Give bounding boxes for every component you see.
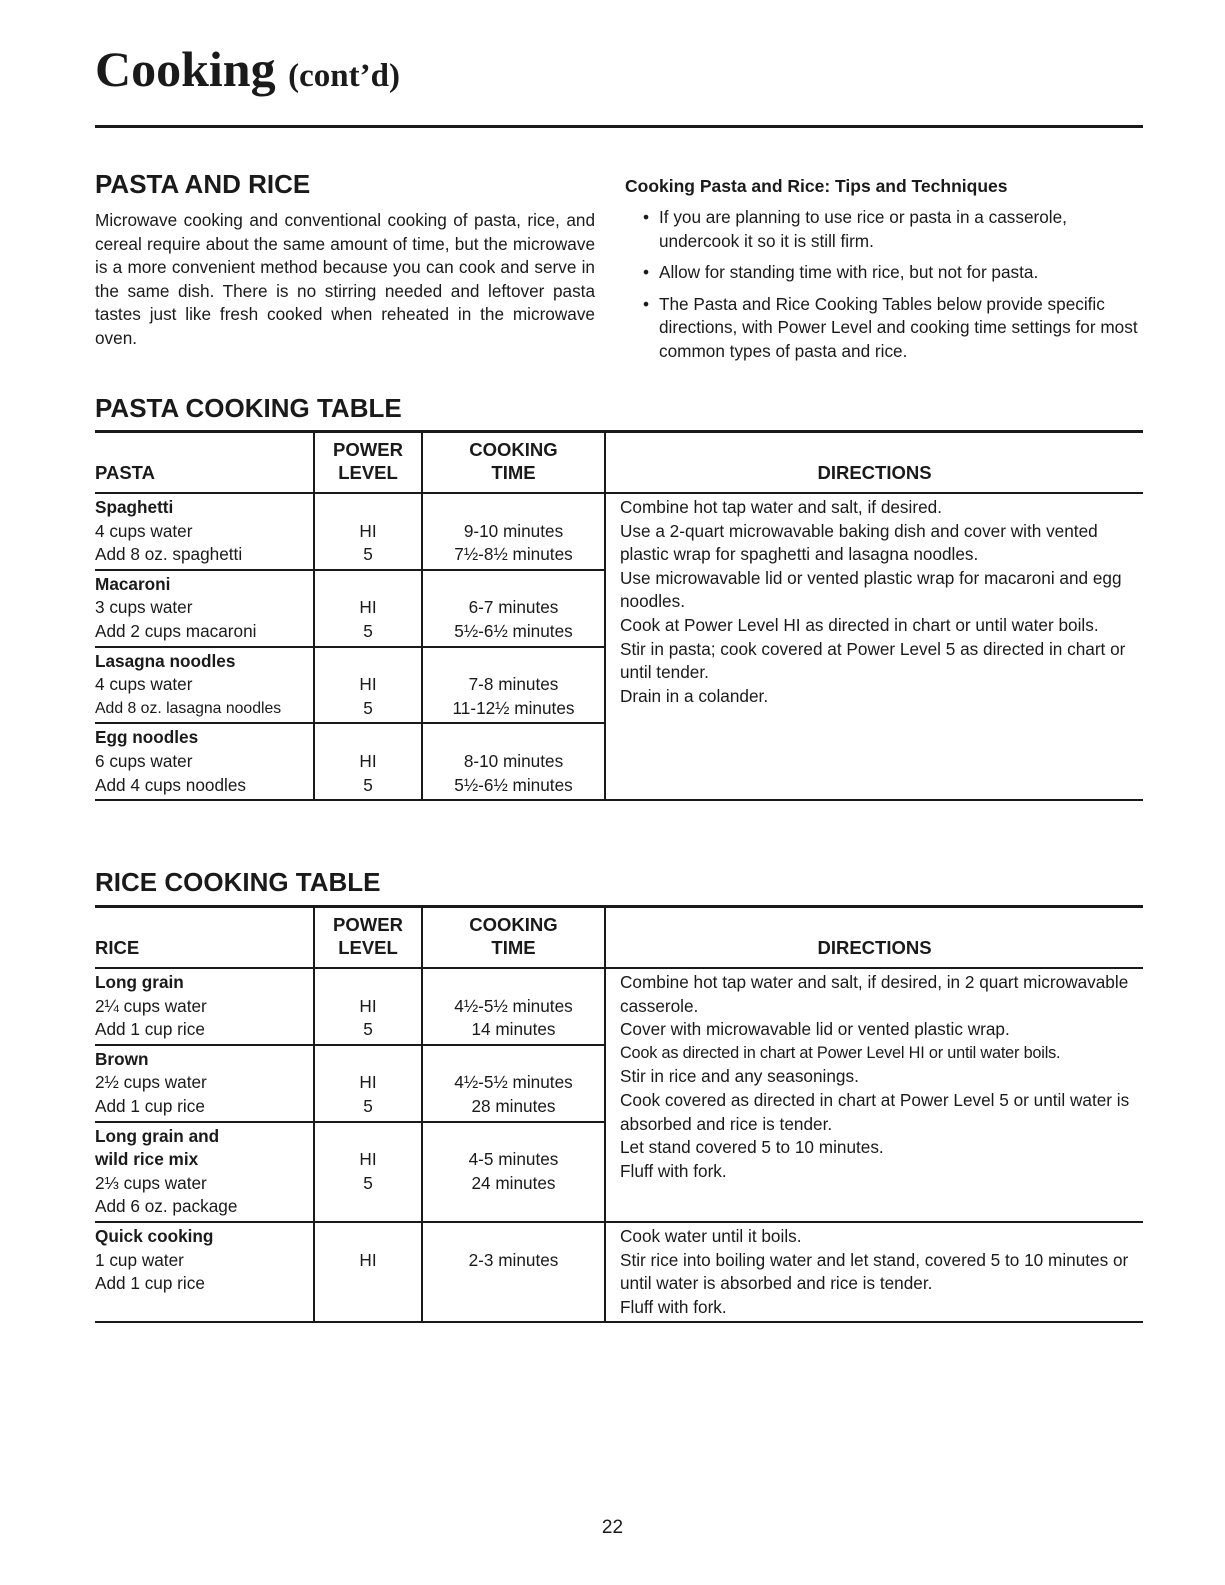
pasta-table-title: PASTA COOKING TABLE [95,393,402,423]
power-level-cell: HI 5 [314,1122,422,1222]
rice-table-title: RICE COOKING TABLE [95,867,381,897]
header-cooking-time: COOKING TIME [422,432,605,494]
intro-paragraph: Microwave cooking and conventional cooking of pasta, rice, and cereal require about the same amount of time, but the microwave is a more convenient method because you can cook and serve in the same dish. There is no stirring needed and leftover pasta tastes just like fresh cooked when reheated in the microwave oven. [95,210,595,348]
header-rule [95,125,1143,128]
page-title-sub: (cont’d) [288,58,400,94]
power-level-cell: HI 5 [314,570,422,647]
tip-text: The Pasta and Rice Cooking Tables below provide specific directions, with Power Level and cooking time settings for most common types of pasta and rice. [659,293,1138,361]
tips-title: Cooking Pasta and Rice: Tips and Techniques [625,176,1008,196]
tip-item [625,293,1145,364]
cooking-time-cell: 8-10 minutes 5½-6½ minutes [422,723,605,800]
header-directions: DIRECTIONS [605,907,1143,969]
rice-cooking-table [95,905,1143,1323]
power-level-cell: HI 5 [314,723,422,800]
power-level-cell: HI 5 [314,647,422,724]
item-cell: Long grain and wild rice mix 2⅓ cups water Add 6 oz. package [95,1125,238,1217]
cooking-time-cell: 9-10 minutes 7½-8½ minutes [422,493,605,570]
header-cooking-time: COOKING TIME [422,907,605,969]
bullet-icon: • [643,262,650,283]
power-level-cell: HI 5 [314,1045,422,1122]
tip-item [625,206,1145,253]
page-header [95,38,1143,128]
power-level-cell: HI 5 [314,968,422,1045]
pasta-cooking-table [95,430,1143,801]
directions-cell: Cook water until it boils. Stir rice into boiling water and let stand, covered 5 to 10 minutes or until water is absorbed and rice is tender. Fluff with fork. [605,1222,1143,1322]
bullet-icon: • [643,207,650,227]
item-cell: Quick cooking 1 cup water Add 1 cup rice [95,1225,214,1294]
page-title-main: Cooking [95,41,276,97]
item-cell: Egg noodles 6 cups water Add 4 cups noodles [95,727,246,795]
intro-section [95,168,595,351]
tips-section [625,174,1145,372]
table-row [95,1222,1143,1322]
item-cell: Macaroni 3 cups water Add 2 cups macaroni [95,573,257,641]
header-item: RICE [95,937,140,958]
item-cell: Spaghetti 4 cups water Add 8 oz. spaghetti [95,497,243,565]
table-header-row [95,432,1143,494]
header-directions: DIRECTIONS [605,432,1143,494]
cooking-time-cell: 6-7 minutes 5½-6½ minutes [422,570,605,647]
cooking-time-cell: 4-5 minutes 24 minutes [422,1122,605,1222]
cooking-time-cell: 2-3 minutes [422,1222,605,1322]
page-number: 22 [601,1517,624,1538]
cooking-time-cell: 4½-5½ minutes 28 minutes [422,1045,605,1122]
header-power-level: POWER LEVEL [314,907,422,969]
power-level-cell: HI 5 [314,493,422,570]
cooking-time-cell: 7-8 minutes 11-12½ minutes [422,647,605,724]
tip-item [625,261,1145,285]
power-level-cell: HI [314,1222,422,1322]
tip-text: Allow for standing time with rice, but not for pasta. [659,262,1039,283]
page-title [95,38,1143,107]
tips-list [625,206,1145,364]
item-cell: Lasagna noodles 4 cups water Add 8 oz. lasagna noodles [95,650,282,717]
cooking-time-cell: 4½-5½ minutes 14 minutes [422,968,605,1045]
directions-cell: Combine hot tap water and salt, if desired, in 2 quart microwavable casserole. Cover with microwavable lid or vented plastic wrap. Cook as directed in chart at Power Level HI or until water boils. Stir in rice and any seasonings. Cook covered as directed in chart at Power Level 5 or until water is absorbed and rice is tender. Let stand covered 5 to 10 minutes. Fluff with fork. [605,968,1143,1222]
table-row [95,968,1143,1045]
header-power-level: POWER LEVEL [314,432,422,494]
header-item: PASTA [95,462,155,483]
item-cell: Brown 2½ cups water Add 1 cup rice [95,1048,207,1116]
section-title: PASTA AND RICE [95,169,311,199]
item-cell: Long grain 2¼ cups water Add 1 cup rice [95,972,207,1040]
table-row [95,493,1143,570]
directions-cell: Combine hot tap water and salt, if desired. Use a 2-quart microwavable baking dish and cover with vented plastic wrap for spaghetti and lasagna noodles. Use microwavable lid or vented plastic wrap for macaroni and egg noodles. Cook at Power Level HI as directed in chart or until water boils. Stir in pasta; cook covered at Power Level 5 as directed in chart or until tender. Drain in a colander. [605,493,1143,800]
bullet-icon: • [643,293,650,314]
table-header-row [95,907,1143,969]
tip-text: If you are planning to use rice or pasta in a casserole, undercook it so it is still firm. [659,207,1067,251]
